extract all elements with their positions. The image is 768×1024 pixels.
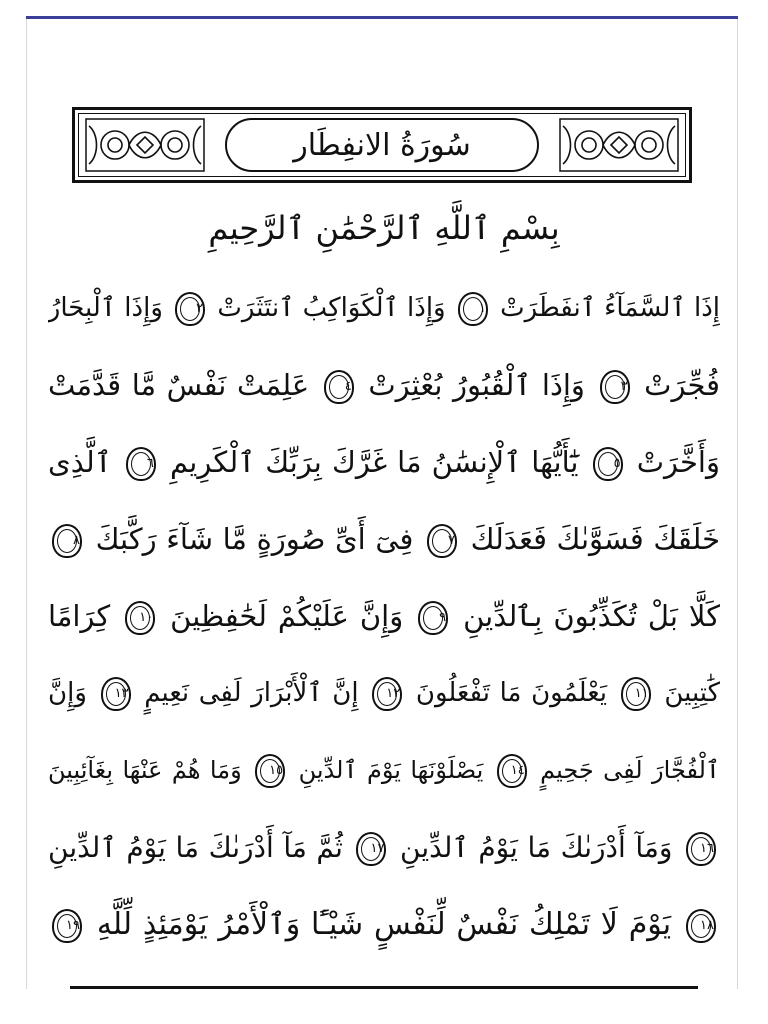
verse-text-block: [48, 270, 720, 963]
ayah-number-marker: [458, 292, 488, 326]
ayah-number-marker: [372, 677, 402, 711]
bottom-rule: [70, 986, 698, 989]
ayah-number: ١١: [634, 685, 649, 701]
ayah-number-marker: [101, 677, 131, 711]
ayah-number-marker: [593, 447, 623, 481]
surah-header-frame: [72, 107, 692, 183]
verse-line: [48, 655, 720, 732]
verse-text: كِرَامًا: [48, 599, 111, 633]
verse-line: [48, 424, 720, 501]
verse-text: إِنَّ ٱلْأَبْرَارَ لَفِى نَعِيمٍ: [144, 678, 359, 708]
surah-title-cartouche: [225, 118, 539, 172]
verse-line: [48, 732, 720, 809]
ayah-number: ٧: [448, 533, 455, 548]
ayah-number: ٩: [439, 610, 447, 625]
ayah-number: ١: [478, 300, 486, 316]
ayah-number: ١٥: [269, 763, 284, 778]
verse-text: إِذَا ٱلسَّمَآءُ ٱنفَطَرَتْ: [500, 293, 720, 323]
ayah-number: ١٧: [370, 841, 385, 856]
ayah-number-marker: [686, 832, 716, 866]
ayah-number-marker: [497, 754, 527, 788]
verse-text: وَإِذَا ٱلْقُبُورُ بُعْثِرَتْ: [368, 368, 585, 402]
verse-line: [48, 270, 720, 347]
verse-text: وَإِذَا ٱلْكَوَاكِبُ ٱنتَثَرَتْ: [217, 293, 446, 323]
verse-text: وَإِنَّ: [48, 678, 87, 708]
verse-text: وَإِنَّ عَلَيْكُمْ لَحَٰفِظِينَ: [170, 599, 404, 633]
verse-text: وَإِذَا ٱلْبِحَارُ: [48, 293, 163, 323]
verse-text: وَمَآ أَدْرَىٰكَ مَا يَوْمُ ٱلدِّينِ: [400, 831, 673, 864]
ayah-number-marker: [324, 370, 354, 404]
ayah-number-marker: [427, 524, 457, 558]
verse-text: يَعْلَمُونَ مَا تَفْعَلُونَ: [415, 678, 608, 708]
ayah-number-marker: [686, 909, 716, 943]
basmala: بِسْمِ ٱللَّهِ ٱلرَّحْمَٰنِ ٱلرَّحِيمِ: [208, 209, 560, 247]
ornament-right-icon: [559, 118, 679, 172]
ayah-number-marker: [175, 292, 205, 326]
verse-text: وَأَخَّرَتْ: [636, 445, 720, 479]
verse-line: [48, 809, 720, 886]
ayah-number: ٥: [613, 456, 621, 471]
ayah-number-marker: [255, 754, 285, 788]
verse-text: فِىٓ أَىِّ صُورَةٍ مَّا شَآءَ رَكَّبَكَ: [95, 522, 414, 556]
verse-line: [48, 501, 720, 578]
ayah-number-marker: [52, 524, 82, 558]
ayah-number: ٨: [73, 533, 80, 548]
ayah-number: ٦: [146, 456, 154, 471]
ayah-number: ١٤: [510, 763, 525, 778]
ayah-number: ٤: [344, 379, 352, 394]
verse-text: ثُمَّ مَآ أَدْرَىٰكَ مَا يَوْمُ ٱلدِّينِ: [48, 831, 343, 864]
verse-text: ٱلَّذِى: [48, 445, 112, 479]
ayah-number-marker: [621, 677, 651, 711]
verse-text: يَصْلَوْنَهَا يَوْمَ ٱلدِّينِ: [298, 756, 484, 784]
ayah-number: ٣: [620, 379, 628, 394]
ayah-number: ١٨: [700, 917, 714, 933]
verse-text: فُجِّرَتْ: [644, 368, 720, 402]
verse-text: خَلَقَكَ فَسَوَّىٰكَ فَعَدَلَكَ: [470, 522, 720, 556]
ayah-number-marker: [356, 832, 386, 866]
surah-title: سُورَةُ الانفِطَار: [293, 127, 471, 163]
ayah-number-marker: [418, 601, 448, 635]
verse-text: يَٰٓأَيُّهَا ٱلْإِنسَٰنُ مَا غَرَّكَ بِرَبِّكَ ٱلْكَرِيمِ: [169, 445, 579, 479]
verse-text: يَوْمَ لَا تَمْلِكُ نَفْسٌ لِّنَفْسٍ شَيْـًٔا وَٱلْأَمْرُ يَوْمَئِذٍ لِّلَّهِ: [96, 907, 672, 942]
ayah-number-marker: [125, 601, 155, 635]
verse-text: عَلِمَتْ نَفْسٌ مَّا قَدَّمَتْ: [48, 368, 310, 402]
verse-text: كَلَّا بَلْ تُكَذِّبُونَ بِٱلدِّينِ: [463, 599, 720, 633]
verse-line: [48, 347, 720, 424]
ayah-number: ١٦: [700, 841, 714, 856]
verse-text: ٱلْفُجَّارَ لَفِى جَحِيمٍ: [540, 756, 720, 784]
ornament-left-icon: [85, 118, 205, 172]
ayah-number-marker: [126, 447, 156, 481]
ayah-number: ٢: [196, 300, 204, 316]
verse-line: [48, 886, 720, 963]
ayah-number: ١٣: [114, 685, 129, 701]
verse-text: وَمَا هُمْ عَنْهَا بِغَآئِبِينَ: [48, 756, 242, 784]
ayah-number: ١٠: [139, 610, 154, 625]
verse-text: كَٰتِبِينَ: [664, 678, 720, 708]
ayah-number-marker: [52, 909, 82, 943]
ayah-number-marker: [600, 370, 630, 404]
verse-line: [48, 578, 720, 655]
ayah-number: ١٢: [386, 685, 401, 701]
ayah-number: ١٩: [66, 917, 80, 933]
